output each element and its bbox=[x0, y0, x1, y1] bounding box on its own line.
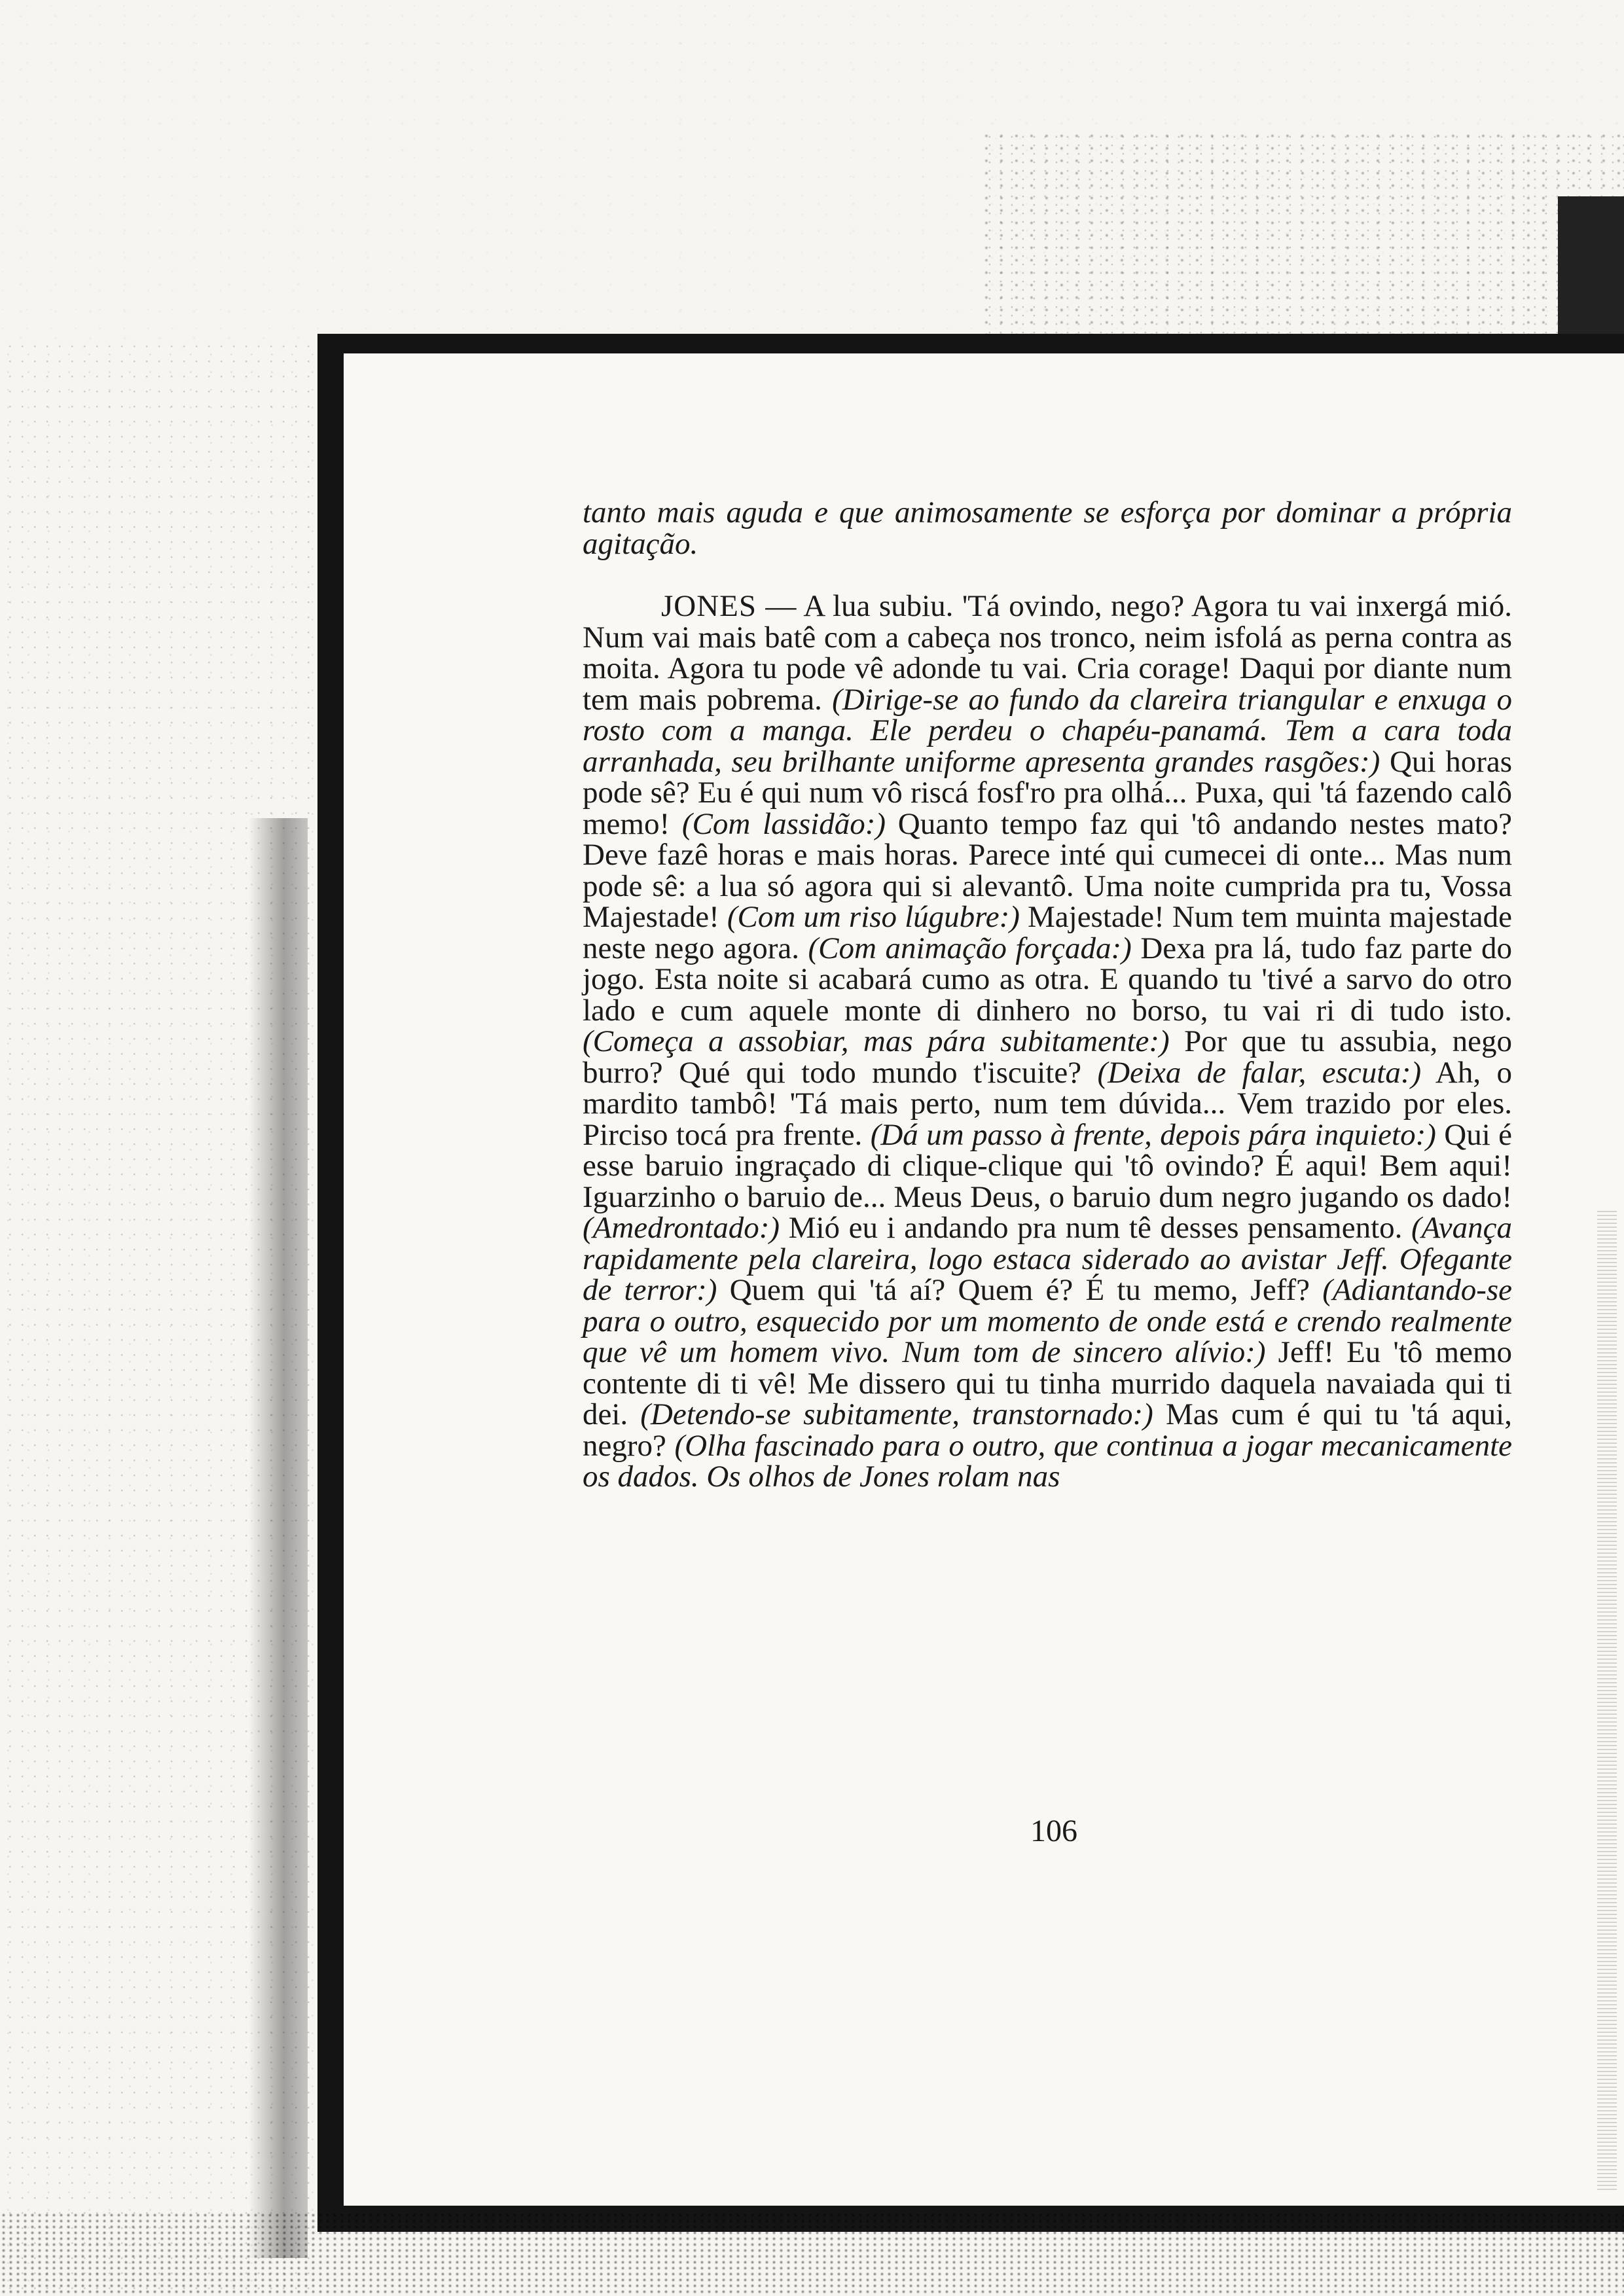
stage-direction: (Dá um passo à frente, depois pára inquieto:) bbox=[870, 1117, 1436, 1152]
dialogue-text: Qui é esse baruio ingraçado di clique-clique qui 'tô ovindo? É aqui! Bem aqui! Iguarzinho o baruio de... Meus Deus, o baruio dum negro jugando os dado! bbox=[583, 1117, 1512, 1214]
gutter-shadow bbox=[249, 818, 308, 2258]
page-number: 106 bbox=[1030, 1814, 1077, 1848]
stage-direction: (Começa a assobiar, mas pára subitamente:) bbox=[583, 1024, 1170, 1058]
dialogue-text: Jeff! Eu 'tô memo contente di ti vê! Me dissero qui tu tinha murrido daquela navaiada qui ti dei. bbox=[583, 1335, 1512, 1431]
stage-direction: (Com lassidão:) bbox=[681, 806, 886, 841]
stage-direction: (Com um riso lúgubre:) bbox=[727, 900, 1020, 934]
scan-noise-top-right bbox=[982, 131, 1624, 347]
dialogue-text: Mas cum é qui tu 'tá aqui, negro? bbox=[583, 1397, 1512, 1463]
intro-stage-direction: tanto mais aguda e que animosamente se esforça por dominar a própria agitação. bbox=[583, 495, 1512, 561]
stage-direction: (Detendo-se subitamente, transtornado:) bbox=[640, 1397, 1153, 1431]
dialogue-text: Dexa pra lá, tudo faz parte do jogo. Esta noite si acabará cumo as otra. E quando tu 'tivé a sarvo do otro lado e cum aquele monte di dinhero no borso, tu vai ri di tudo isto. bbox=[583, 931, 1512, 1028]
scan-right-edge bbox=[1597, 1211, 1617, 2193]
stage-direction: (Avança rapidamente pela clareira, logo estaca siderado ao avistar Jeff. Ofegante de terror:) bbox=[583, 1211, 1512, 1307]
stage-direction: (Adiantando-se para o outro, esquecido por um momento de onde está e crendo realmente que vê um homem vivo. Num tom de sincero alívio:) bbox=[583, 1273, 1512, 1369]
scan-noise-bottom bbox=[0, 2212, 1624, 2296]
stage-direction: (Olha fascinado para o outro, que continua a jogar mecanicamente os dados. Os olhos de Jones rolam nas bbox=[583, 1428, 1512, 1494]
scan-dark-edge bbox=[1558, 196, 1624, 340]
stage-direction: (Dirige-se ao fundo da clareira triangular e enxuga o rosto com a manga. Ele perdeu o chapéu-panamá. Tem a cara toda arranhada, seu brilhante uniforme apresenta grandes rasgões:) bbox=[583, 682, 1512, 779]
jones-monologue bbox=[583, 591, 1512, 1493]
stage-direction: (Deixa de falar, escuta:) bbox=[1097, 1055, 1422, 1090]
dialogue-text: Quem qui 'tá aí? Quem é? É tu memo, Jeff? bbox=[717, 1273, 1323, 1307]
speaker-name: JONES bbox=[661, 589, 757, 623]
dialogue-text: Majestade! Num tem muinta majestade neste nego agora. bbox=[583, 900, 1513, 965]
dialogue-text: Por que tu assubia, nego burro? Qué qui todo mundo t'iscuite? bbox=[583, 1024, 1512, 1090]
dialogue-text: Qui horas pode sê? Eu é qui num vô riscá fosf'ro pra olhá... Puxa, qui 'tá fazendo calô memo! bbox=[583, 744, 1512, 841]
dialogue-text: Ah, o mardito tambô! 'Tá mais perto, num tem dúvida... Vem trazido por eles. Pirciso tocá pra frente. bbox=[583, 1055, 1513, 1152]
speaker-dash: — bbox=[757, 589, 804, 623]
text-column bbox=[583, 497, 1512, 1493]
stage-direction: (Com animação forçada:) bbox=[808, 931, 1132, 965]
dialogue-text: A lua subiu. 'Tá ovindo, nego? Agora tu vai inxergá mió. Num vai mais batê com a cabeça nos tronco, neim isfolá as perna contra as moita. Agora tu pode vê adonde tu vai. Cria corage! Daqui por diante num tem mais pobrema. bbox=[583, 589, 1512, 717]
stage-direction: (Amedrontado:) bbox=[583, 1211, 780, 1245]
dialogue-text: Mió eu i andando pra num tê desses pensamento. bbox=[780, 1211, 1411, 1245]
dialogue-text: Quanto tempo faz qui 'tô andando nestes mato? Deve fazê horas e mais horas. Parece inté qui cumecei di onte... Mas num pode sê: a lua só agora qui si alevantô. Uma noite cumprida pra tu, Vossa Majestade! bbox=[583, 806, 1512, 934]
